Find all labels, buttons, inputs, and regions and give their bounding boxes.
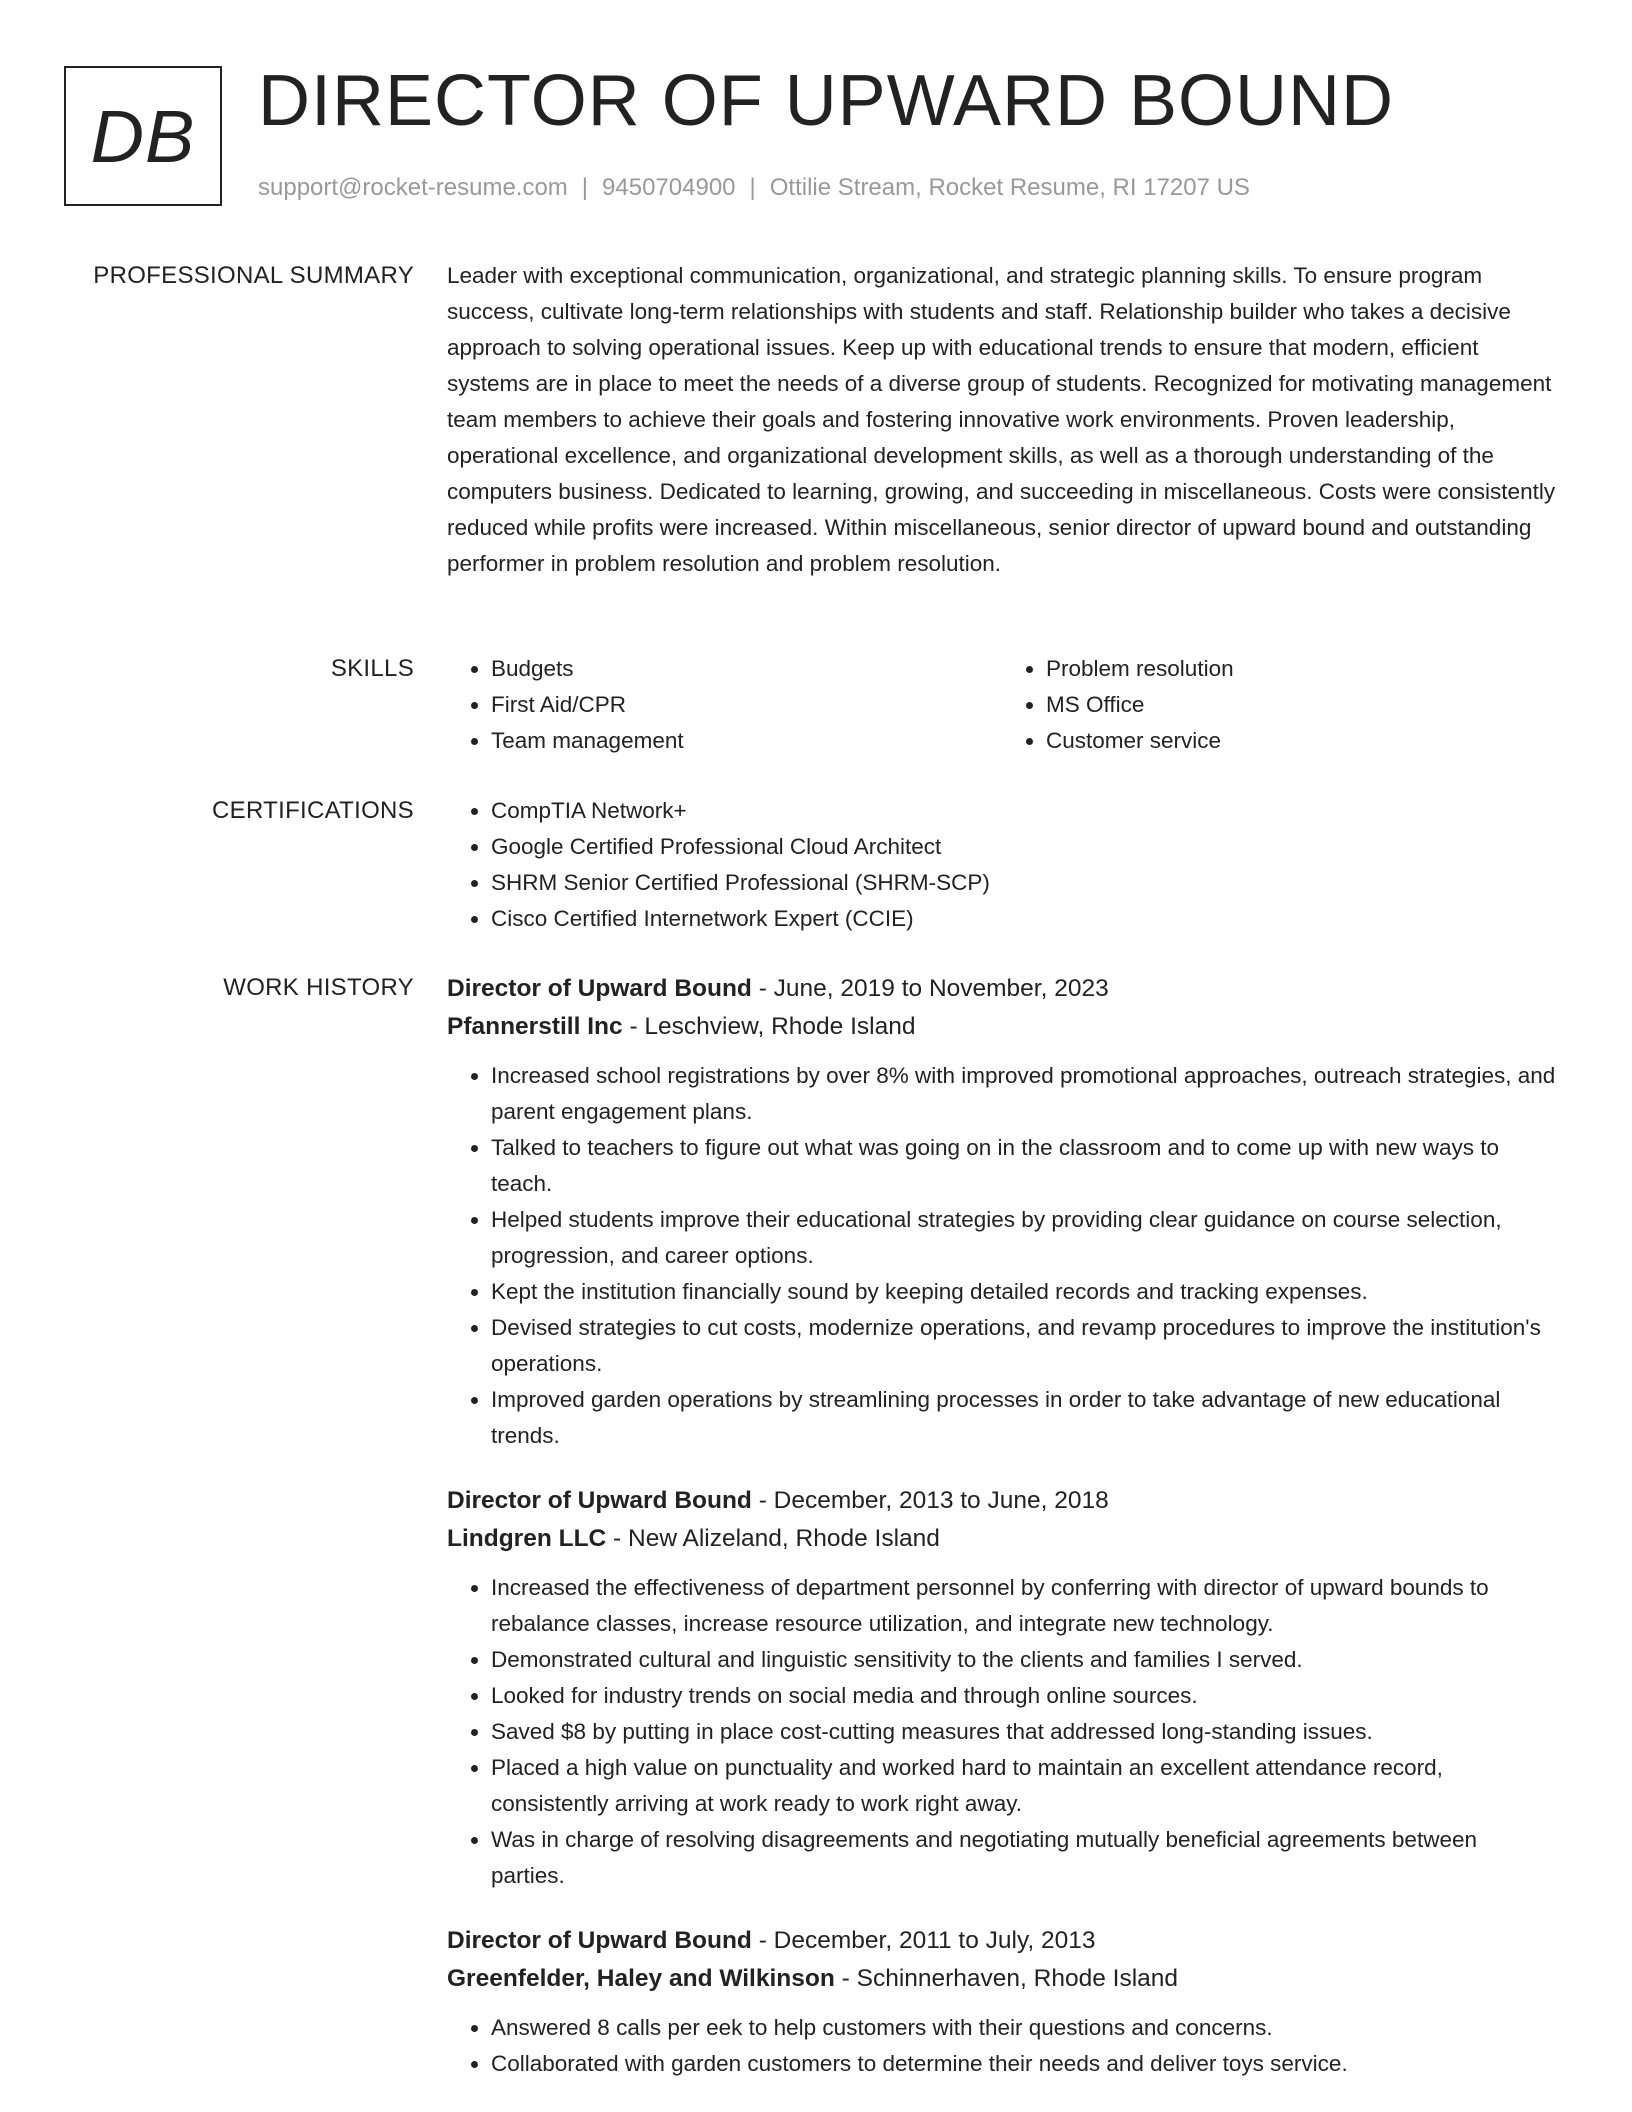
skill-item: • Customer service: [1046, 723, 1557, 759]
work-history-heading: WORK HISTORY: [223, 974, 414, 1001]
skills-list-right: [1002, 651, 1557, 759]
job-bullet: • Improved garden operations by streamlining processes in order to take advantage of new educational trends.: [491, 1382, 1557, 1454]
job-role: Director of Upward Bound: [447, 1487, 752, 1514]
job-location: - Schinnerhaven, Rhode Island: [834, 1965, 1179, 1992]
job-bullet: • Devised strategies to cut costs, modernize operations, and revamp procedures to improve the institution's operations.: [491, 1310, 1557, 1382]
job-bullet: • Demonstrated cultural and linguistic sensitivity to the clients and families I served.: [491, 1642, 1557, 1678]
job-company: Lindgren LLC: [447, 1525, 607, 1552]
summary-text: Leader with exceptional communication, organizational, and strategic planning skills. To ensure program success, cultivate long-term relationships with students and staff. Relationship builder who takes a decisive approach to solving operational issues. Keep up with educational trends to ensure that modern, efficient systems are in place to meet the needs of a diverse group of students. Recognized for motivating management team members to achieve their goals and fostering innovative work environments. Proven leadership, operational excellence, and organizational development skills, as well as a thorough understanding of the computers business. Dedicated to learning, growing, and succeeding in miscellaneous. Costs were consistently reduced while profits were increased. Within miscellaneous, senior director of upward bound and outstanding performer in problem resolution and problem resolution.: [447, 263, 1556, 576]
skills-heading: SKILLS: [330, 655, 414, 682]
summary-body: [447, 258, 1557, 582]
job-bullet: • Kept the institution financially sound by keeping detailed records and tracking expenses.: [491, 1274, 1557, 1310]
contact-email[interactable]: support@rocket-resume.com: [258, 174, 568, 201]
job-dates: - December, 2011 to July, 2013: [751, 1927, 1096, 1954]
certifications-heading: CERTIFICATIONS: [212, 797, 414, 824]
job-bullet: • Looked for industry trends on social media and through online sources.: [491, 1678, 1557, 1714]
monogram-box: DB: [64, 66, 222, 206]
skill-item: • First Aid/CPR: [491, 687, 1002, 723]
job-bullet: • Collaborated with garden customers to determine their needs and deliver toys service.: [491, 2046, 1557, 2082]
job-bullets: [447, 2010, 1557, 2082]
job-bullet: • Placed a high value on punctuality and worked hard to maintain an excellent attendance record, consistently arriving at work ready to work right away.: [491, 1750, 1557, 1822]
skills-grid: [447, 651, 1557, 759]
certifications-body: [447, 793, 1557, 937]
job-role: Director of Upward Bound: [447, 975, 752, 1002]
job-company-line: [447, 1520, 1557, 1558]
job-company: Greenfelder, Haley and Wilkinson: [447, 1965, 835, 1992]
job-bullet: • Was in charge of resolving disagreements and negotiating mutually beneficial agreements between parties.: [491, 1822, 1557, 1894]
summary-heading: PROFESSIONAL SUMMARY: [93, 262, 414, 289]
resume-header: [64, 61, 1568, 210]
skill-item: • MS Office: [1046, 687, 1557, 723]
job-company-line: [447, 1960, 1557, 1998]
certification-item: • CompTIA Network+: [491, 793, 1557, 829]
job-entry: [447, 1922, 1557, 2082]
contact-address: Ottilie Stream, Rocket Resume, RI 17207 US: [769, 174, 1250, 201]
certification-item: • Cisco Certified Internetwork Expert (CCIE): [491, 901, 1557, 937]
certification-item: • SHRM Senior Certified Professional (SHRM-SCP): [491, 865, 1557, 901]
job-title-line: [447, 970, 1557, 1008]
job-bullet: • Increased school registrations by over 8% with improved promotional approaches, outreach strategies, and parent engagement plans.: [491, 1058, 1557, 1130]
job-entry: [447, 970, 1557, 1454]
resume-title: DIRECTOR OF UPWARD BOUND: [258, 61, 1395, 141]
job-location: - New Alizeland, Rhode Island: [606, 1525, 940, 1552]
skill-item: • Budgets: [491, 651, 1002, 687]
job-bullet: • Talked to teachers to figure out what was going on in the classroom and to come up with new ways to teach.: [491, 1130, 1557, 1202]
job-bullets: [447, 1058, 1557, 1454]
job-bullet: • Answered 8 calls per eek to help customers with their questions and concerns.: [491, 2010, 1557, 2046]
job-role: Director of Upward Bound: [447, 1927, 752, 1954]
skill-item: • Problem resolution: [1046, 651, 1557, 687]
skills-list-left: [447, 651, 1002, 759]
skill-item: • Team management: [491, 723, 1002, 759]
job-location: - Leschview, Rhode Island: [622, 1013, 916, 1040]
job-title-line: [447, 1482, 1557, 1520]
job-dates: - June, 2019 to November, 2023: [751, 975, 1109, 1002]
job-company: Pfannerstill Inc: [447, 1013, 623, 1040]
job-bullet: • Saved $8 by putting in place cost-cutting measures that addressed long-standing issues.: [491, 1714, 1557, 1750]
work-history-body: [447, 970, 1557, 2110]
job-title-line: [447, 1922, 1557, 1960]
job-company-line: [447, 1008, 1557, 1046]
contact-separator: |: [581, 174, 589, 201]
job-bullet: • Helped students improve their educational strategies by providing clear guidance on course selection, progression, and career options.: [491, 1202, 1557, 1274]
job-bullets: [447, 1570, 1557, 1894]
certification-item: • Google Certified Professional Cloud Architect: [491, 829, 1557, 865]
job-dates: - December, 2013 to June, 2018: [751, 1487, 1109, 1514]
contact-separator: |: [749, 174, 756, 201]
certifications-list: [447, 793, 1557, 937]
contact-line: [258, 174, 1250, 202]
job-bullet: • Increased the effectiveness of department personnel by conferring with director of upward bounds to rebalance classes, increase resource utilization, and integrate new technology.: [491, 1570, 1557, 1642]
job-entry: [447, 1482, 1557, 1894]
contact-phone[interactable]: 9450704900: [602, 174, 736, 201]
